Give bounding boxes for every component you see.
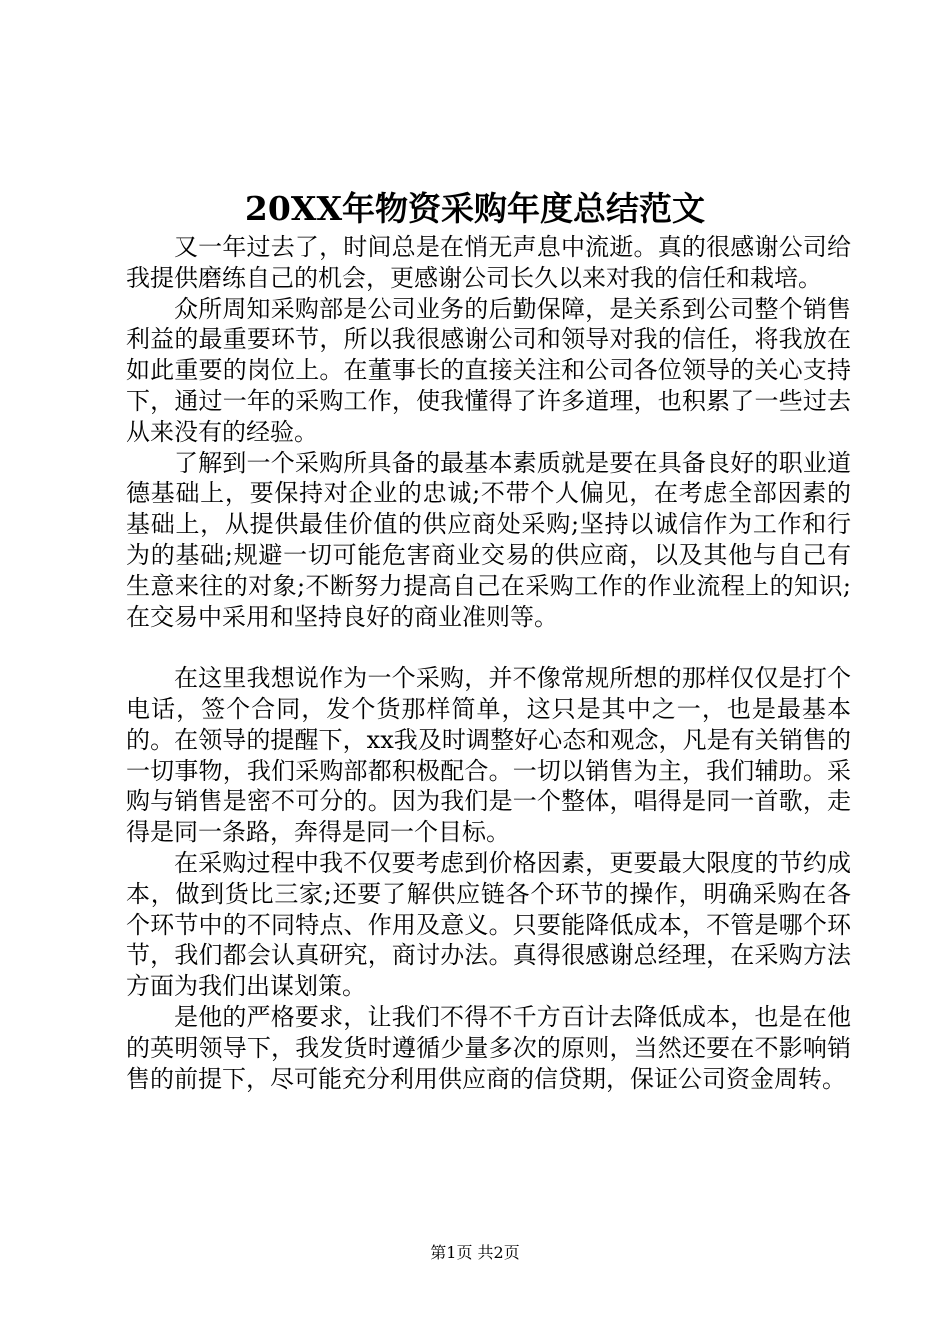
- document-title: 20XX年物资采购年度总结范文: [244, 189, 706, 228]
- paragraph-2: 众所周知采购部是公司业务的后勤保障，是关系到公司整个销售利益的最重要环节，所以我很感谢公司和领导对我的信任，将我放在如此重要的岗位上。在董事长的直接关注和公司各位领导的关心支持下，通过一年的采购工作，使我懂得了许多道理，也积累了一些过去从来没有的经验。: [126, 294, 851, 446]
- document-body: [126, 232, 851, 1094]
- paragraph-5: 在采购过程中我不仅要考虑到价格因素，更要最大限度的节约成本，做到货比三家;还要了解供应链各个环节的操作，明确采购在各个环节中的不同特点、作用及意义。只要能降低成本，不管是哪个环节，我们都会认真研究，商讨办法。真得很感谢总经理，在采购方法方面为我们出谋划策。: [126, 848, 851, 1001]
- page-footer: 第1页 共2页: [430, 1243, 520, 1262]
- paragraph-3: 了解到一个采购所具备的最基本素质就是要在具备良好的职业道德基础上，要保持对企业的忠诚;不带个人偏见，在考虑全部因素的基础上，从提供最佳价值的供应商处采购;坚持以诚信作为工作和行为的基础;规避一切可能危害商业交易的供应商，以及其他与自己有生意来往的对象;不断努力提高自己在采购工作的作业流程上的知识;在交易中采用和坚持良好的商业准则等。: [126, 448, 851, 631]
- paragraph-spacer: [126, 632, 851, 663]
- paragraph-6: 是他的严格要求，让我们不得不千方百计去降低成本，也是在他的英明领导下，我发货时遵循少量多次的原则，当然还要在不影响销售的前提下，尽可能充分利用供应商的信贷期，保证公司资金周转。: [126, 1002, 851, 1093]
- paragraph-4: 在这里我想说作为一个采购，并不像常规所想的那样仅仅是打个电话，签个合同，发个货那样简单，这只是其中之一，也是最基本的。在领导的提醒下，xx我及时调整好心态和观念，凡是有关销售的一切事物，我们采购部都积极配合。一切以销售为主，我们辅助。采购与销售是密不可分的。因为我们是一个整体，唱得是同一首歌，走得是同一条路，奔得是同一个目标。: [126, 664, 851, 847]
- paragraph-1: 又一年过去了，时间总是在悄无声息中流逝。真的很感谢公司给我提供磨练自己的机会，更感谢公司长久以来对我的信任和栽培。: [126, 233, 851, 292]
